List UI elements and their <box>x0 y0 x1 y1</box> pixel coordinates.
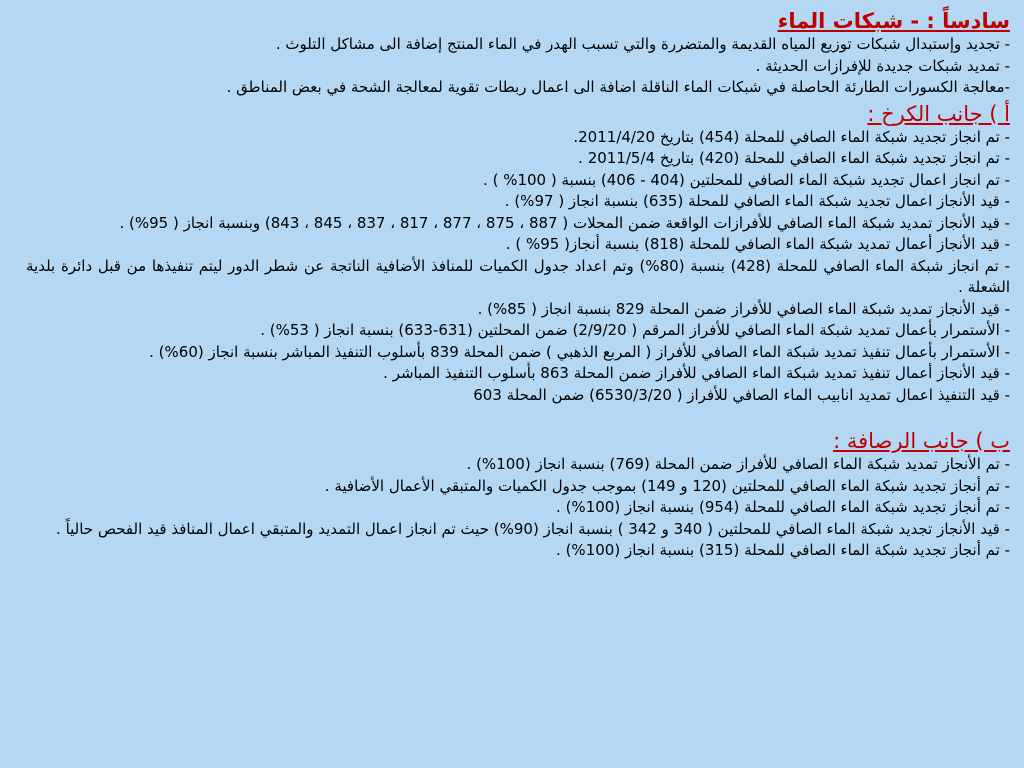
rusafa-item: - تم أنجاز تجديد شبكة الماء الصافي للمحلة (954) بنسبة انجاز (100%) . <box>556 498 1010 516</box>
intro-line: -معالجة الكسورات الطارئة الحاصلة في شبكات الماء الناقلة اضافة الى اعمال ربطات تقوية لمعالجة الشحة في بعض المناطق . <box>226 78 1010 96</box>
rusafa-item: - قيد الأنجاز تجديد شبكة الماء الصافي للمحلتين ( 340 و 342 ) بنسبة انجاز (90%) حيث تم انجاز اعمال التمديد والمتبقي اعمال المنافذ قيد الفحص حالياً . <box>56 519 1010 538</box>
karkh-item: - قيد التنفيذ اعمال تمديد انابيب الماء الصافي للأفراز ( 6530/3/20) ضمن المحلة 603 <box>473 385 1010 404</box>
karkh-item: - الأستمرار بأعمال تنفيذ تمديد شبكة الماء الصافي للأفراز ( المربع الذهبي ) ضمن المحلة 839 بأسلوب التنفيذ المباشر بنسبة انجاز (60%) . <box>149 342 1010 361</box>
karkh-item: - قيد الأنجاز تمديد شبكة الماء الصافي للأفرازات الواقعة ضمن المحلات ( 887 ، 875 ، 877 ، 817 ، 837 ، 845 ، 843) وبنسبة انجاز ( 95%) . <box>119 213 1010 232</box>
rusafa-item: - تم الأنجاز تمديد شبكة الماء الصافي للأفراز ضمن المحلة (769) بنسبة انجاز (100%) . <box>466 455 1010 473</box>
karkh-item: - تم انجاز اعمال تجديد شبكة الماء الصافي للمحلتين (404 - 406) بنسبة ( 100% ) . <box>483 170 1010 189</box>
rusafa-heading: ب ) جانب الرصافة : <box>833 429 1010 453</box>
karkh-item: - تم انجاز تجديد شبكة الماء الصافي للمحلة (420) بتاريخ 2011/5/4 . <box>578 149 1010 167</box>
section-spacer <box>26 406 1010 428</box>
karkh-item: - قيد الأنجاز تمديد شبكة الماء الصافي للأفراز ضمن المحلة 829 بنسبة انجاز ( 85%) . <box>477 299 1010 318</box>
karkh-item: - تم انجاز تجديد شبكة الماء الصافي للمحلة (454) بتاريخ 2011/4/20. <box>573 127 1010 146</box>
karkh-item: - قيد الأنجاز أعمال تنفيذ تمديد شبكة الماء الصافي للأفراز ضمن المحلة 863 بأسلوب التنفيذ المباشر . <box>383 364 1010 382</box>
intro-line: - تمديد شبكات جديدة للإفرازات الحديثة . <box>755 56 1010 75</box>
karkh-heading: أ ) جانب الكرخ : <box>867 101 1010 126</box>
intro-line: - تجديد وإستبدال شبكات توزيع المياه القديمة والمتضررة والتي تسبب الهدر في الماء المنتج إضافة الى مشاكل التلوث . <box>275 35 1010 53</box>
page-title: سادساً : - شبكات الماء <box>777 9 1010 33</box>
rusafa-item: - تم أنجاز تجديد شبكة الماء الصافي للمحلة (315) بنسبة انجاز (100%) . <box>556 541 1010 559</box>
karkh-item: - قيد الأنجاز أعمال تمديد شبكة الماء الصافي للمحلة (818) بنسبة أنجاز( 95% ) . <box>505 235 1010 253</box>
karkh-item: - قيد الأنجاز اعمال تجديد شبكة الماء الصافي للمحلة (635) بنسبة انجاز ( 97%) . <box>504 192 1010 210</box>
karkh-item: - الأستمرار بأعمال تمديد شبكة الماء الصافي للأفراز المرقم ( 2/9/20) ضمن المحلتين (631-633) بنسبة انجاز ( 53%) . <box>260 321 1010 339</box>
karkh-item: - تم انجاز شبكة الماء الصافي للمحلة (428) بنسبة (80%) وتم اعداد جدول الكميات للمنافذ الأضافية الناتجة عن شطر الدور ليتم تنفيذها من قبل دائرة بلدية الشعلة . <box>26 256 1010 296</box>
rusafa-item: - تم أنجاز تجديد شبكة الماء الصافي للمحلتين (120 و 149) بموجب جدول الكميات والمتبقي الأعمال الأضافية . <box>324 476 1010 495</box>
